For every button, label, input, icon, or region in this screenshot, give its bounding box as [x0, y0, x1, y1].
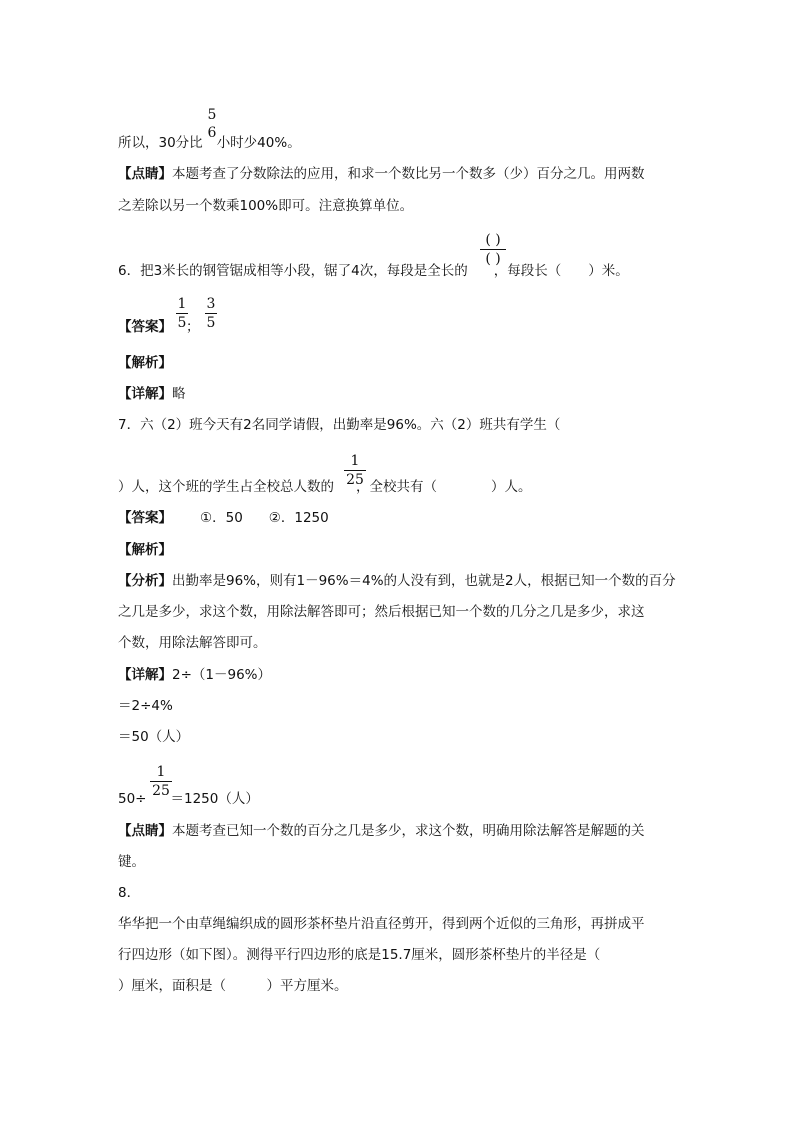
analysis-7: 【解析】 — [118, 542, 172, 558]
fraction-numerator: 1 — [156, 764, 166, 780]
detail-7-line-2: ＝2÷4% — [118, 698, 173, 714]
text: ＝1250（人） — [170, 791, 259, 807]
text: ）人，这个班的学生占全校总人数的 — [118, 479, 334, 495]
text: 出勤率是96%，则有1－96%＝4%的人没有到，也就是2人，根据已知一个数的百分 — [172, 573, 676, 589]
fraction-denominator: 25 — [152, 783, 170, 799]
fraction-denominator: 6 — [207, 125, 217, 141]
fraction-denominator: 5 — [177, 315, 187, 331]
fraction-denominator: 5 — [206, 315, 216, 331]
text: ，全校共有（ ）人。 — [356, 479, 532, 495]
question-7-line-2 — [118, 478, 532, 496]
fraction-denominator: 25 — [346, 472, 364, 488]
tag-label: 【答案】 — [118, 510, 172, 526]
answer-6 — [118, 318, 200, 336]
fraction-bar — [150, 781, 172, 782]
fraction-3-5 — [205, 296, 217, 331]
tag-label: 【答案】 — [118, 319, 172, 335]
tag-label: 【详解】 — [118, 386, 172, 402]
fraction-numerator: 3 — [206, 296, 216, 312]
fraction-numerator: 1 — [350, 453, 360, 469]
text: 本题考查了分数除法的应用，和求一个数比另一个数多（少）百分之几。用两数 — [172, 166, 645, 182]
fraction-bar — [176, 313, 188, 314]
answer-2: ②．1250 — [268, 510, 329, 526]
question-6 — [118, 262, 629, 280]
fraction-bar — [344, 470, 366, 471]
question-8-line-2: 行四边形（如下图）。测得平行四边形的底是15.7厘米，圆形茶杯垫片的半径是（ — [118, 947, 601, 963]
text: 所以，30分比 — [118, 135, 203, 151]
analysis-6: 【解析】 — [118, 355, 172, 371]
text: ，每段长（ ）米。 — [493, 263, 629, 279]
question-8-number: 8． — [118, 885, 141, 901]
fraction-bar — [480, 249, 506, 250]
fraction-bar — [205, 313, 217, 314]
fraction-denominator: ( ) — [485, 251, 501, 267]
tag-label: 【点睛】 — [118, 823, 172, 839]
detail-7-line-4 — [118, 790, 259, 808]
fraction-numerator: ( ) — [485, 232, 501, 248]
text: 2÷（1－96%） — [172, 667, 271, 683]
tag-label: 【点睛】 — [118, 166, 172, 182]
detail-7-line-3: ＝50（人） — [118, 729, 190, 745]
line-conclusion — [118, 134, 301, 152]
text: 50÷ — [118, 791, 147, 807]
fraction-numerator: 5 — [207, 107, 217, 123]
question-7-line-1: 7．六（2）班今天有2名同学请假，出勤率是96%。六（2）班共有学生（ — [118, 417, 561, 433]
tag-label: 【分析】 — [118, 573, 172, 589]
fenxi-7-line-3: 个数，用除法解答即可。 — [118, 635, 267, 651]
question-8-line-1: 华华把一个由草绳编织成的圆形茶杯垫片沿直径剪开，得到两个近似的三角形，再拼成平 — [118, 916, 645, 932]
fraction-numerator: 1 — [177, 296, 187, 312]
answer-7 — [118, 509, 329, 527]
detail-6 — [118, 385, 186, 403]
dianjing-7-line-2: 键。 — [118, 854, 145, 870]
separator: ； — [186, 319, 200, 335]
text: 小时少40%。 — [216, 135, 301, 151]
text: 略 — [172, 386, 186, 402]
question-8-line-3: ）厘米，面积是（ ）平方厘米。 — [118, 978, 348, 994]
line-dianjing-1 — [118, 165, 645, 183]
fenxi-7-line-2: 之几是多少，求这个数，用除法解答即可；然后根据已知一个数的几分之几是多少，求这 — [118, 604, 645, 620]
text: 6．把3米长的钢管锯成相等小段，锯了4次，每段是全长的 — [118, 263, 468, 279]
line-dianjing-2: 之差除以另一个数乘100%即可。注意换算单位。 — [118, 198, 414, 214]
text: 本题考查已知一个数的百分之几是多少，求这个数，明确用除法解答是解题的关 — [172, 823, 645, 839]
dianjing-7-line-1 — [118, 822, 645, 840]
tag-label: 【详解】 — [118, 667, 172, 683]
detail-7-line-1 — [118, 666, 271, 684]
fenxi-7-line-1 — [118, 572, 676, 590]
answer-1: ①．50 — [200, 510, 243, 526]
